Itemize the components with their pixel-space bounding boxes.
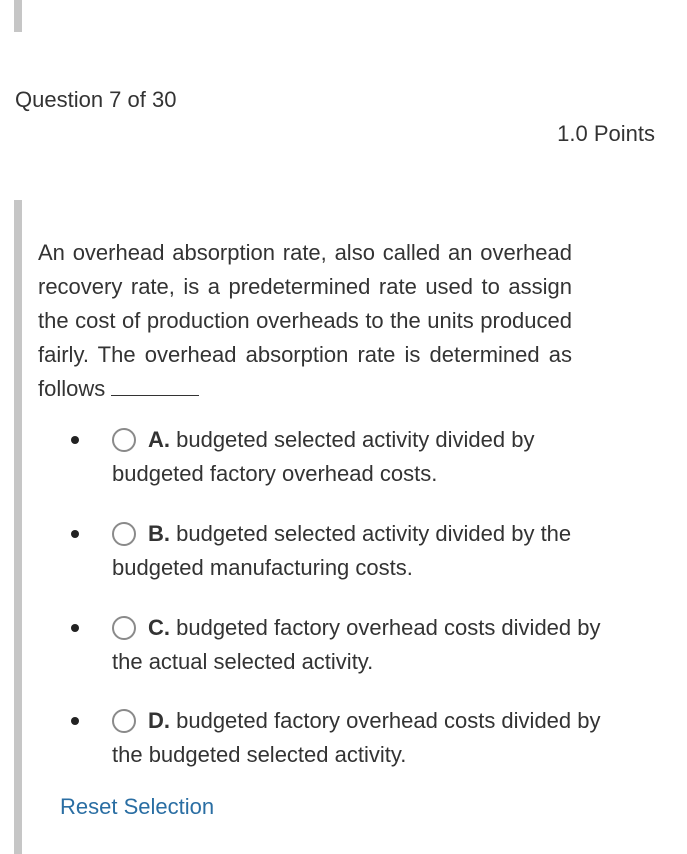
option-b-letter: B. [148, 521, 170, 546]
option-c[interactable] [112, 611, 602, 679]
question-text-content: An overhead absorption rate, also called an overhead recovery rate, is a predetermined rate used to assign the cost of production overheads to the units produced fairly. The overhead absorption rate is determined as follows [38, 240, 572, 401]
radio-button-c[interactable] [112, 616, 136, 640]
option-b-text: budgeted selected activity divided by the budgeted manufacturing costs. [112, 521, 572, 580]
question-number: Question 7 of 30 [15, 87, 177, 112]
option-a[interactable] [112, 423, 602, 491]
radio-button-a[interactable] [112, 428, 136, 452]
option-d-letter: D. [148, 708, 170, 733]
option-d[interactable] [112, 704, 602, 772]
option-c-text: budgeted factory overhead costs divided by the actual selected activity. [112, 615, 601, 674]
radio-button-b[interactable] [112, 522, 136, 546]
radio-button-d[interactable] [112, 709, 136, 733]
option-a-text: budgeted selected activity divided by budgeted factory overhead costs. [112, 427, 535, 486]
bullet-icon [71, 624, 79, 632]
option-d-text: budgeted factory overhead costs divided by the budgeted selected activity. [112, 708, 601, 767]
option-c-letter: C. [148, 615, 170, 640]
question-points: 1.0 Points [557, 121, 655, 146]
bullet-icon [71, 530, 79, 538]
reset-selection-link[interactable]: Reset Selection [60, 794, 215, 819]
answer-blank [111, 375, 199, 396]
bullet-icon [71, 436, 79, 444]
option-b[interactable] [112, 517, 602, 585]
top-divider-bar [14, 0, 22, 32]
bullet-icon [71, 717, 79, 725]
option-a-letter: A. [148, 427, 170, 452]
question-text [38, 236, 572, 406]
